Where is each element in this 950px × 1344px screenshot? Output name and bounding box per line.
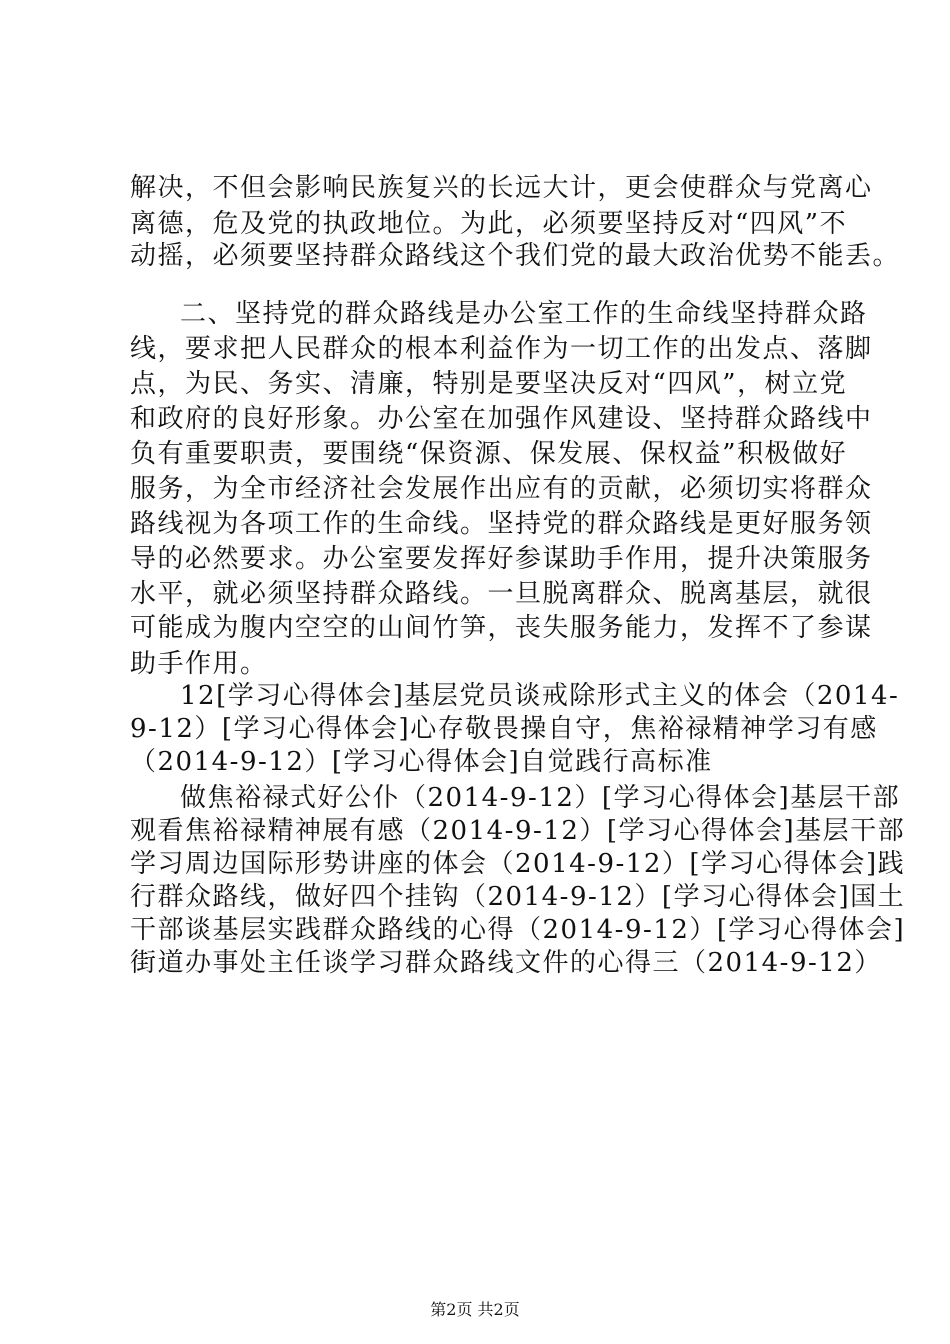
text-line: 动摇，必须要坚持群众路线这个我们党的最大政治优势不能丢。 xyxy=(130,241,901,271)
text-line: 线，要求把人民群众的根本利益作为一切工作的出发点、落脚 xyxy=(130,334,873,364)
text-line: 负有重要职责，要围绕“保资源、保发展、保权益”积极做好 xyxy=(130,439,848,469)
text-line: 解决，不但会影响民族复兴的长远大计，更会使群众与党离心 xyxy=(130,173,873,203)
paragraph-start-line: 做焦裕禄式好公仆（2014-9-12）[学习心得体会]基层干部 xyxy=(180,783,901,813)
paragraph-start-line: 12[学习心得体会]基层党员谈戒除形式主义的体会（2014- xyxy=(180,681,900,711)
text-line: 服务，为全市经济社会发展作出应有的贡献，必须切实将群众 xyxy=(130,474,873,504)
text-line: 水平，就必须坚持群众路线。一旦脱离群众、脱离基层，就很 xyxy=(130,579,873,609)
text-line: 街道办事处主任谈学习群众路线文件的心得三（2014-9-12） xyxy=(130,948,882,978)
text-line: 点，为民、务实、清廉，特别是要坚决反对“四风”，树立党 xyxy=(130,369,848,399)
text-line: 可能成为腹内空空的山间竹笋，丧失服务能力，发挥不了参谋 xyxy=(130,613,873,643)
text-line: 学习周边国际形势讲座的体会（2014-9-12）[学习心得体会]践 xyxy=(130,849,906,879)
text-line: 观看焦裕禄精神展有感（2014-9-12）[学习心得体会]基层干部 xyxy=(130,816,906,846)
text-line: 行群众路线，做好四个挂钩（2014-9-12）[学习心得体会]国土 xyxy=(130,882,906,912)
page-number-footer: 第2页 共2页 xyxy=(430,1300,520,1319)
text-line: 离德，危及党的执政地位。为此，必须要坚持反对“四风”不 xyxy=(130,209,848,239)
text-line: 和政府的良好形象。办公室在加强作风建设、坚持群众路线中 xyxy=(130,404,873,434)
text-line: 导的必然要求。办公室要发挥好参谋助手作用，提升决策服务 xyxy=(130,544,873,574)
paragraph-start-line: 二、坚持党的群众路线是办公室工作的生命线坚持群众路 xyxy=(180,299,868,329)
text-line: 干部谈基层实践群众路线的心得（2014-9-12）[学习心得体会] xyxy=(130,915,906,945)
text-line: 助手作用。 xyxy=(130,649,268,679)
text-line: 路线视为各项工作的生命线。坚持党的群众路线是更好服务领 xyxy=(130,509,873,539)
text-line: 9-12）[学习心得体会]心存敬畏操自守，焦裕禄精神学习有感 xyxy=(130,714,878,744)
text-line: （2014-9-12）[学习心得体会]自觉践行高标准 xyxy=(130,747,713,777)
